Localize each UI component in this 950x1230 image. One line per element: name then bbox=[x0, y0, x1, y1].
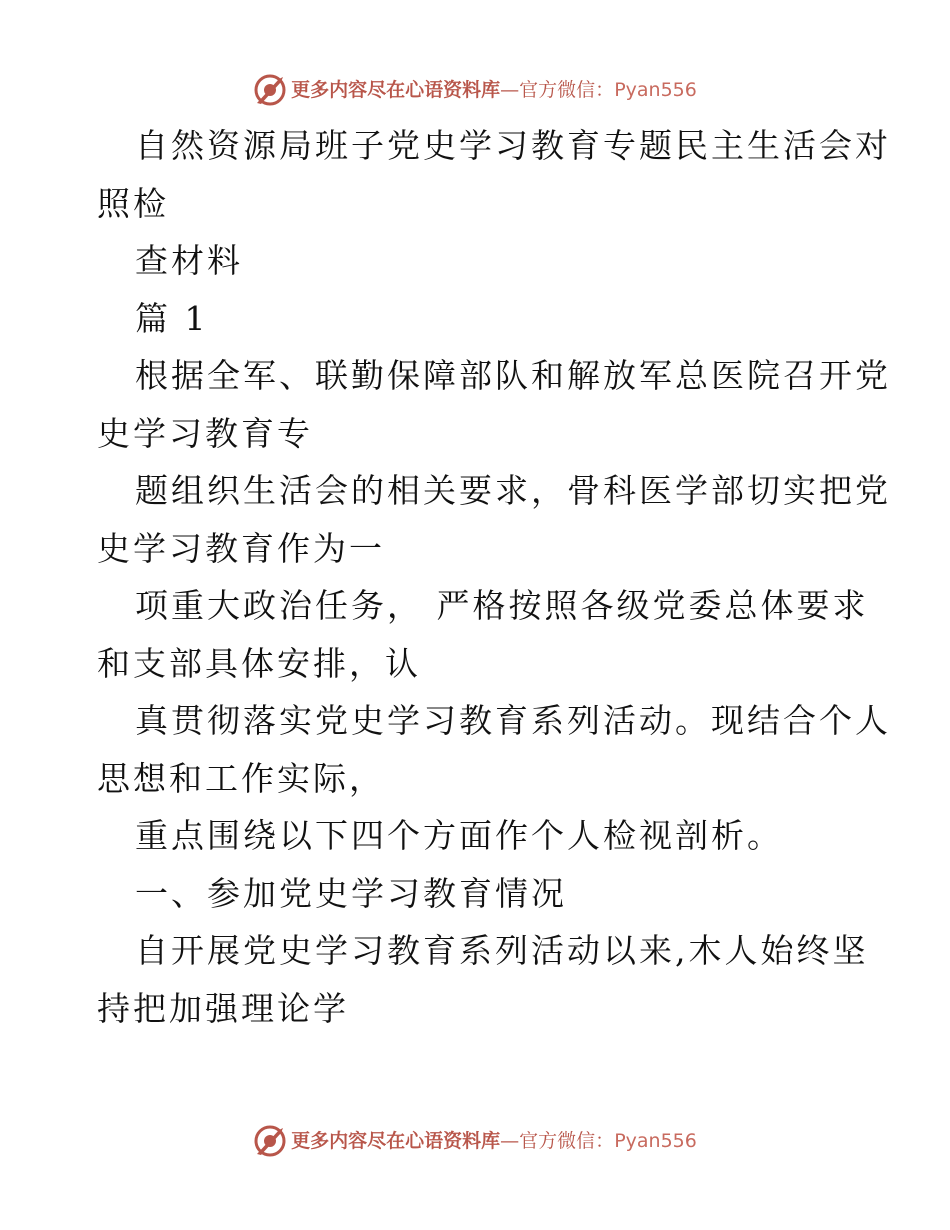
section-heading: 一、参加党史学习教育情况 bbox=[135, 873, 567, 913]
paragraph-line: 根据全军、联勤保障部队和解放军总医院召开党 bbox=[135, 356, 891, 395]
paragraph-line: 和支部具体安排，认 bbox=[97, 643, 421, 683]
paragraph-line: 题组织生活会的相关要求，骨科医学部切实把党 bbox=[135, 471, 891, 510]
watermark-label: 官方微信： bbox=[519, 78, 615, 101]
watermark-wechat-id: Pyan556 bbox=[614, 78, 697, 101]
watermark-dash: — bbox=[500, 78, 520, 101]
paragraph-line: 思想和工作实际， bbox=[97, 758, 385, 798]
paragraph-line: 史学习教育专 bbox=[97, 413, 313, 453]
document-body bbox=[97, 117, 891, 1037]
watermark-wechat-id: Pyan556 bbox=[614, 1129, 697, 1152]
quill-logo-icon bbox=[253, 1124, 287, 1158]
header-watermark bbox=[0, 70, 950, 110]
paragraph-line: 史学习教育作为一 bbox=[97, 528, 385, 568]
watermark-dash: — bbox=[500, 1129, 520, 1152]
title-line-1: 自然资源局班子党史学习教育专题民主生活会对 bbox=[135, 126, 891, 165]
paragraph-line: 项重大政治任务， 严格按照各级党委总体要求 bbox=[135, 586, 869, 625]
paragraph-line: 持把加强理论学 bbox=[97, 988, 349, 1028]
watermark-brand: 更多内容尽在心语资料库 bbox=[291, 1129, 501, 1152]
section-label: 篇 1 bbox=[135, 298, 209, 338]
paragraph-line: 真贯彻落实党史学习教育系列活动。现结合个人 bbox=[135, 701, 891, 740]
quill-logo-icon bbox=[253, 73, 287, 107]
watermark-label: 官方微信： bbox=[519, 1129, 615, 1152]
footer-watermark bbox=[0, 1121, 950, 1161]
paragraph-line: 自开展党史学习教育系列活动以来,木人始终坚 bbox=[135, 931, 869, 970]
title-line-2: 照检 bbox=[97, 183, 169, 223]
watermark-brand: 更多内容尽在心语资料库 bbox=[291, 78, 501, 101]
title-line-3: 查材料 bbox=[135, 241, 243, 280]
paragraph-line: 重点围绕以下四个方面作个人检视剖析。 bbox=[135, 816, 783, 855]
